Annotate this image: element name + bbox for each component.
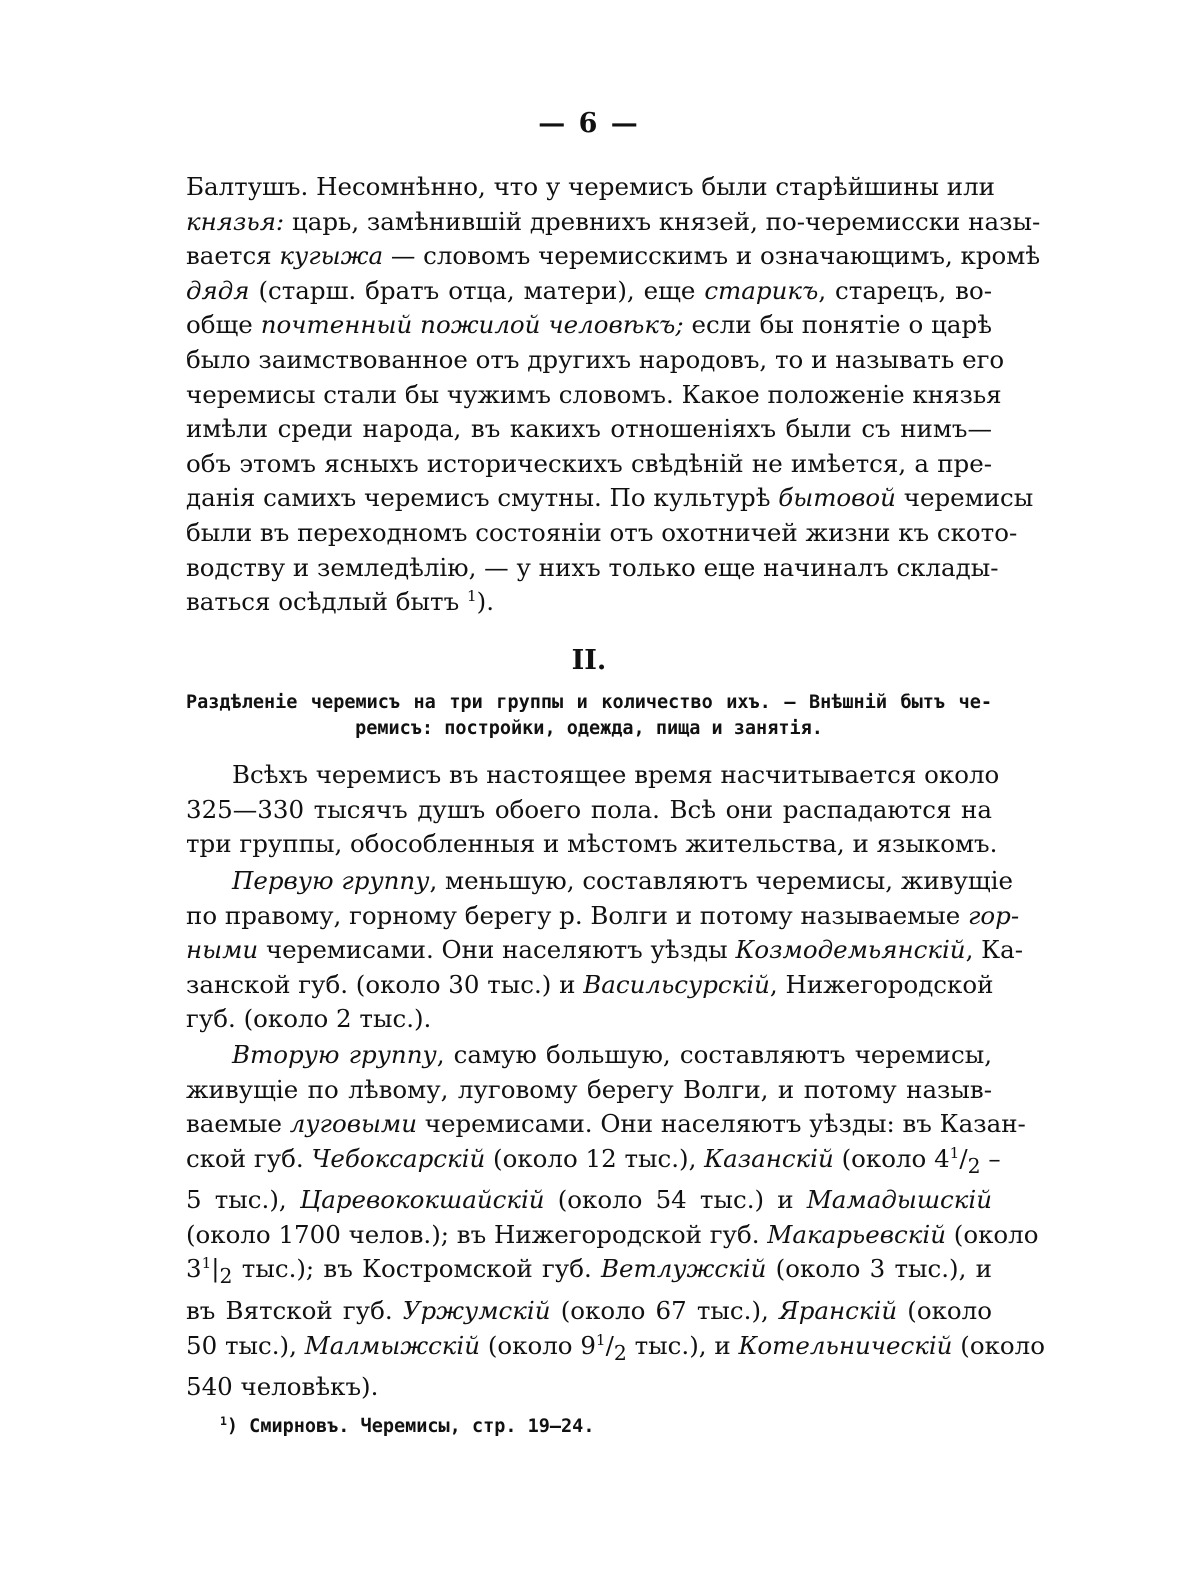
italic-term: Козмодемьянскій xyxy=(735,935,966,965)
text-line xyxy=(186,274,992,309)
italic-term: дядя xyxy=(186,275,250,305)
text-run: (около 9 xyxy=(480,1330,596,1360)
text-run: , Ка- xyxy=(965,935,1024,965)
fraction-numerator: 1 xyxy=(949,1143,960,1162)
book-page xyxy=(186,0,1045,1588)
text-run: ). xyxy=(476,587,494,617)
text-line xyxy=(186,1252,992,1293)
italic-term: Царевококшайскій xyxy=(299,1185,545,1215)
footnote-ref[interactable]: 1 xyxy=(466,586,477,605)
text-run: – xyxy=(980,1143,1001,1173)
text-run: черемисами. Они населяютъ уѣзды: въ Казан- xyxy=(417,1109,1026,1139)
text-run: черемисы xyxy=(895,483,1034,513)
text-line: объ этомъ ясныхъ историческихъ свѣдѣній не имѣется, а пре- xyxy=(186,448,992,478)
page-number: — 6 — xyxy=(538,108,640,139)
text-run: , самую большую, составляютъ черемисы, xyxy=(436,1040,992,1069)
text-run: (около 3 тыс.), и xyxy=(766,1254,992,1284)
text-run: (около 12 тыс.), xyxy=(485,1143,705,1173)
text-line xyxy=(186,968,992,1003)
text-line xyxy=(186,1107,1026,1142)
fraction-numerator: 1 xyxy=(595,1330,606,1349)
text-run: (около xyxy=(897,1295,992,1325)
paragraph-second-group xyxy=(186,1038,1045,1405)
text-line: водству и земледѣлію, — у нихъ только еще начиналъ склады- xyxy=(186,552,999,582)
text-run: (около xyxy=(945,1219,1039,1249)
text-run: 3 xyxy=(186,1254,202,1284)
text-run: (около 4 xyxy=(833,1143,950,1173)
text-line xyxy=(186,899,1020,934)
italic-term: князья: xyxy=(186,206,285,236)
text-run: если бы понятіе о царѣ xyxy=(683,310,992,340)
text-line: губ. (около 2 тыс.). xyxy=(186,1004,432,1034)
italic-term: Котельническій xyxy=(738,1330,953,1360)
italic-term: Васильсурскій xyxy=(583,969,770,999)
text-line: живущіе по лѣвому, луговому берегу Волги, и потому назыв- xyxy=(186,1074,992,1104)
text-run: данія самихъ черемисъ смутны. По культурѣ xyxy=(186,483,779,513)
footnote xyxy=(220,1413,595,1437)
italic-term: Первую группу xyxy=(232,866,430,895)
text-line: имѣли среди народа, въ какихъ отношеніяхъ были съ нимъ— xyxy=(186,414,992,444)
italic-term: Уржумскій xyxy=(402,1295,551,1325)
fraction-denominator: 2 xyxy=(967,1153,981,1178)
paragraph-total xyxy=(186,758,1000,862)
text-run: — словомъ черемисскимъ и означающимъ, кромѣ xyxy=(383,241,1041,271)
section-title-line: ремисъ: постройки, одежда, пища и занятія. xyxy=(355,718,823,739)
text-run: ской губ. xyxy=(186,1143,312,1173)
italic-term: старикъ xyxy=(704,275,819,305)
intro-paragraph xyxy=(186,170,1041,620)
text-run: (около 1700 челов.); въ Нижегородской губ. xyxy=(186,1219,768,1249)
text-run: ваемые xyxy=(186,1109,290,1139)
text-run: (около xyxy=(952,1330,1045,1360)
text-run: тыс.); въ Костромской губ. xyxy=(232,1254,602,1284)
italic-term: кугыжа xyxy=(279,241,384,271)
text-line: были въ переходномъ состояніи отъ охотничей жизни къ ското- xyxy=(186,517,1018,547)
text-line xyxy=(186,308,992,343)
section-title-line: Раздѣленіе черемисъ на три группы и количество ихъ. — Внѣшній бытъ че- xyxy=(186,692,992,713)
text-run: (около 54 тыс.) и xyxy=(544,1185,807,1215)
text-line: 325—330 тысячъ душъ обоего пола. Всѣ они распадаются на xyxy=(186,794,992,824)
text-line xyxy=(186,585,992,620)
paragraph-first-group xyxy=(186,864,1024,1037)
text-run: занской губ. (около 30 тыс.) и xyxy=(186,969,584,999)
text-line xyxy=(186,1329,1045,1370)
section-number: II. xyxy=(571,645,607,676)
text-line xyxy=(186,1294,992,1329)
text-line xyxy=(186,1142,1001,1183)
text-run: по правому, горному берегу р. Волги и потому называемые xyxy=(186,900,968,930)
text-line: три группы, обособленныя и мѣстомъ жительства, и языкомъ. xyxy=(186,829,998,859)
text-line: черемисы стали бы чужимъ словомъ. Какое положеніе князья xyxy=(186,379,1002,409)
fraction-slash: / xyxy=(959,1143,968,1173)
italic-term: луговыми xyxy=(289,1109,417,1139)
italic-term: Казанскій xyxy=(704,1143,834,1173)
text-line: Балтушъ. Несомнѣнно, что у черемисъ были старѣйшины или xyxy=(186,172,995,201)
italic-term: Яранскій xyxy=(778,1295,898,1325)
text-run: , старецъ, во- xyxy=(818,275,992,305)
italic-term: гор- xyxy=(968,900,1020,930)
text-run: , Нижегородской xyxy=(769,969,994,999)
text-line: 540 человѣкъ). xyxy=(186,1372,379,1402)
text-line: было заимствованное отъ другихъ народовъ, то и называть его xyxy=(186,344,1005,374)
italic-term: Мамадышскій xyxy=(806,1185,992,1215)
text-run: обще xyxy=(186,310,261,340)
section-title xyxy=(186,690,992,742)
text-line xyxy=(186,239,1041,274)
text-run: тыс.), и xyxy=(626,1330,739,1360)
fraction-slash: | xyxy=(211,1254,220,1284)
text-run: черемисами. Они населяютъ уѣзды xyxy=(258,935,736,965)
text-line xyxy=(186,1183,992,1218)
text-run: ваться осѣдлый бытъ xyxy=(186,587,460,617)
text-run: (около 67 тыс.), xyxy=(550,1295,779,1325)
text-line xyxy=(186,864,1014,899)
fraction-slash: / xyxy=(605,1330,614,1360)
text-run: , меньшую, составляютъ черемисы, живущіе xyxy=(429,866,1014,895)
footnote-mark: 1 xyxy=(220,1413,227,1428)
italic-term: Чебоксарскій xyxy=(311,1143,486,1173)
text-line xyxy=(186,205,1041,240)
italic-term: почтенный пожилой человѣкъ; xyxy=(260,310,684,340)
italic-term: Ветлужскій xyxy=(601,1254,767,1284)
text-line xyxy=(186,481,1034,516)
italic-term: бытовой xyxy=(778,483,896,513)
fraction-denominator: 2 xyxy=(219,1264,233,1289)
italic-term: ными xyxy=(186,935,259,965)
text-run: 5 тыс.), xyxy=(186,1185,300,1215)
text-run: въ Вятской губ. xyxy=(186,1295,403,1325)
fraction-numerator: 1 xyxy=(201,1254,212,1273)
text-line xyxy=(186,1218,1039,1253)
footnote-text: ) Смирновъ. Черемисы, стр. 19—24. xyxy=(226,1416,595,1437)
text-line xyxy=(186,933,1024,968)
text-line: Всѣхъ черемисъ въ настоящее время насчитывается около xyxy=(232,760,1000,789)
italic-term: Вторую группу xyxy=(232,1040,437,1069)
text-run: 50 тыс.), xyxy=(186,1330,305,1360)
italic-term: Макарьевскій xyxy=(767,1219,946,1249)
text-run: царь, замѣнившій древнихъ князей, по-черемисски назы- xyxy=(284,206,1041,236)
footnote-divider xyxy=(186,1402,296,1403)
italic-term: Малмыжскій xyxy=(304,1330,481,1360)
text-run: вается xyxy=(186,241,280,271)
text-line xyxy=(186,1038,992,1073)
fraction-denominator: 2 xyxy=(613,1340,627,1365)
text-run: (старш. братъ отца, матери), еще xyxy=(249,275,705,305)
